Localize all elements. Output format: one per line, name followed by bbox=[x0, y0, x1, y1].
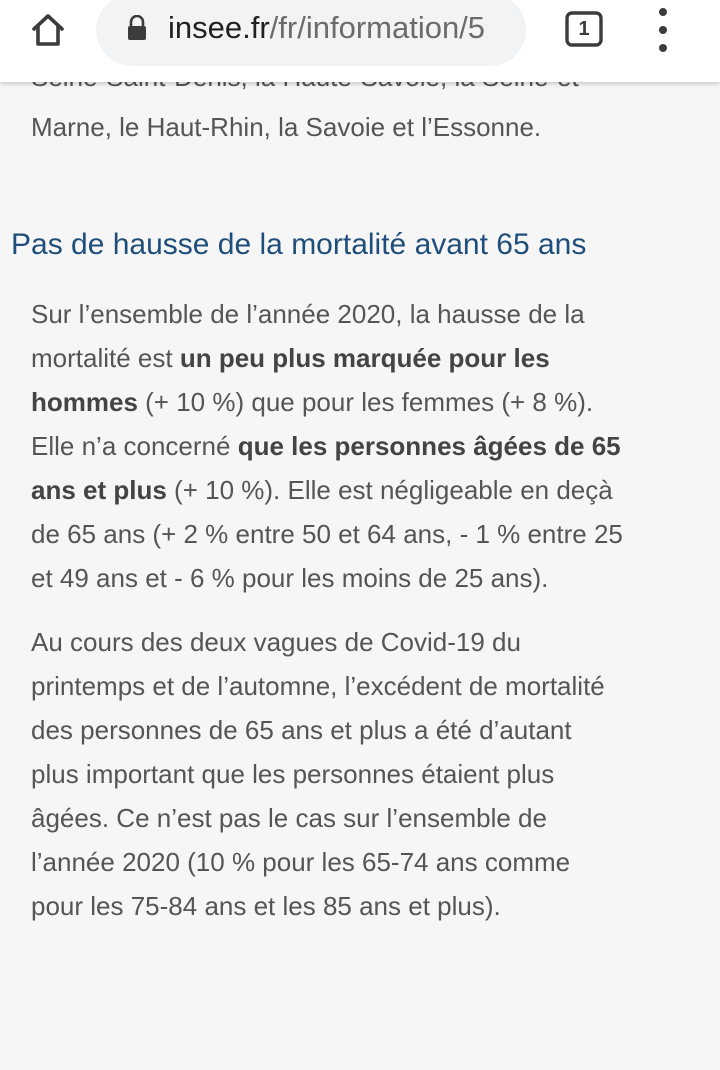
text-line: de 65 ans (+ 2 % entre 50 et 64 ans, - 1 % entre 25 bbox=[31, 519, 623, 549]
intro-text-line: Marne, le Haut-Rhin, la Savoie et l’Essonne. bbox=[31, 112, 542, 142]
text-line: âgées. Ce n’est pas le cas sur l’ensemble de bbox=[31, 803, 547, 833]
menu-dot-icon bbox=[659, 26, 667, 34]
text-line bbox=[31, 336, 706, 380]
lock-icon bbox=[126, 15, 148, 41]
home-icon bbox=[28, 10, 68, 50]
bold-text: ans et plus bbox=[31, 475, 167, 505]
text-line: plus important que les personnes étaient plus bbox=[31, 759, 555, 789]
text-line: pour les 75-84 ans et les 85 ans et plus). bbox=[31, 891, 501, 921]
bold-text: un peu plus marquée pour les bbox=[179, 343, 550, 373]
menu-dot-icon bbox=[659, 8, 667, 16]
text-line: Sur l’ensemble de l’année 2020, la hausse de la bbox=[31, 299, 585, 329]
text-line: printemps et de l’automne, l’excédent de mortalité bbox=[31, 671, 605, 701]
section-heading: Pas de hausse de la mortalité avant 65 ans bbox=[11, 228, 587, 261]
text-line: l’année 2020 (10 % pour les 65-74 ans comme bbox=[31, 847, 571, 877]
text-span: Elle n’a concerné bbox=[31, 431, 238, 461]
text-line bbox=[31, 380, 706, 424]
bold-text: que les personnes âgées de 65 bbox=[237, 431, 621, 461]
text-span: (+ 10 %). Elle est négligeable en deçà bbox=[166, 475, 613, 505]
home-button[interactable] bbox=[22, 8, 74, 52]
text-line: et 49 ans et - 6 % pour les moins de 25 ans). bbox=[31, 563, 549, 593]
bold-text: hommes bbox=[31, 387, 138, 417]
text-line bbox=[31, 424, 706, 468]
menu-dot-icon bbox=[659, 44, 667, 52]
url-domain: insee.fr bbox=[168, 10, 270, 45]
url-path: /fr/information/5 bbox=[269, 10, 486, 45]
text-line: des personnes de 65 ans et plus a été d’autant bbox=[31, 715, 572, 745]
browser-toolbar bbox=[0, 0, 720, 82]
paragraph-mortality-by-sex-age bbox=[31, 292, 706, 600]
more-options-button[interactable] bbox=[648, 8, 678, 52]
text-span: (+ 10 %) que pour les femmes (+ 8 %). bbox=[137, 387, 594, 417]
text-line bbox=[31, 468, 706, 512]
url-text[interactable] bbox=[168, 10, 518, 46]
text-line: Au cours des deux vagues de Covid-19 du bbox=[31, 627, 521, 657]
tab-count[interactable]: 1 bbox=[578, 17, 590, 40]
paragraph-covid-waves bbox=[31, 620, 706, 928]
address-bar[interactable] bbox=[96, 0, 526, 66]
text-span: mortalité est bbox=[31, 343, 180, 373]
